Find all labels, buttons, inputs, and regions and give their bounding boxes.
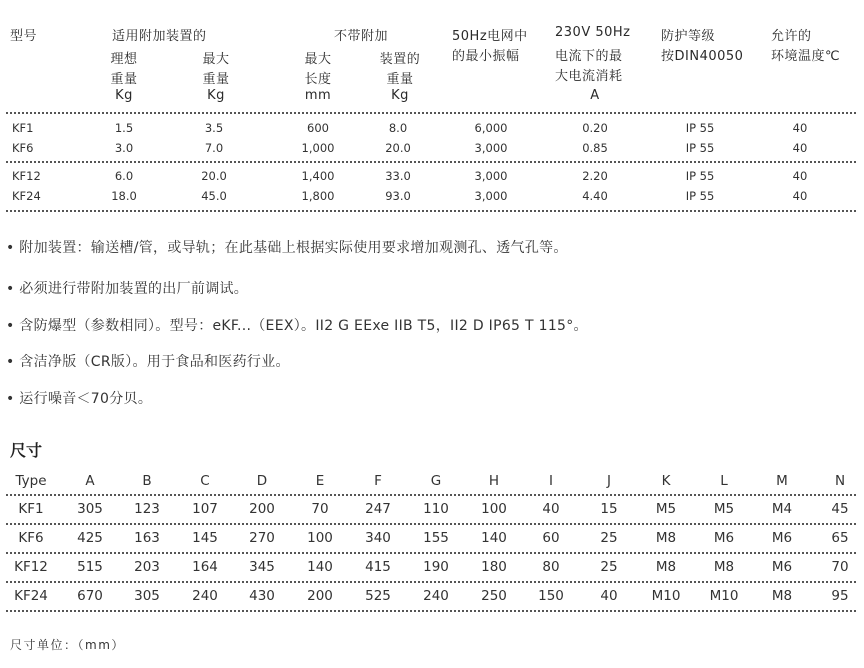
dim-value-cell: 180 bbox=[481, 559, 507, 575]
dim-header-cell: D bbox=[256, 473, 268, 489]
spec-cell: IP 55 bbox=[685, 141, 715, 155]
spec-cell: 3.0 bbox=[114, 141, 134, 155]
header-protection-line: 防护等级 bbox=[661, 29, 716, 44]
dim-value-cell: 305 bbox=[134, 588, 160, 604]
header-device-weight-line: Kg bbox=[391, 88, 409, 103]
dim-header-cell: J bbox=[607, 473, 611, 489]
dim-divider bbox=[6, 552, 856, 554]
spec-cell: 0.85 bbox=[582, 141, 608, 155]
dim-value-cell: 110 bbox=[423, 501, 449, 517]
dim-divider bbox=[6, 610, 856, 612]
dim-value-cell: 430 bbox=[249, 588, 275, 604]
spec-divider bbox=[6, 112, 856, 114]
spec-divider bbox=[6, 161, 856, 163]
dim-value-cell: M10 bbox=[651, 588, 681, 604]
header-max-length-line: mm bbox=[304, 88, 332, 103]
dim-value-cell: M5 bbox=[713, 501, 735, 517]
dim-header-cell: C bbox=[200, 473, 210, 489]
dim-value-cell: 145 bbox=[192, 530, 218, 546]
header-protection-line: 按DIN40050 bbox=[661, 49, 744, 64]
spec-cell: 7.0 bbox=[204, 141, 224, 155]
dim-value-cell: M10 bbox=[709, 588, 739, 604]
dim-type-cell: KF24 bbox=[14, 588, 48, 604]
dim-value-cell: 415 bbox=[365, 559, 391, 575]
spec-cell: 3,000 bbox=[474, 169, 508, 183]
dim-header-cell: K bbox=[661, 473, 671, 489]
header-with-attachment: 适用附加装置的 bbox=[112, 29, 207, 44]
dim-value-cell: 25 bbox=[600, 530, 618, 546]
dim-value-cell: 123 bbox=[134, 501, 160, 517]
dim-value-cell: M8 bbox=[771, 588, 793, 604]
header-ideal-weight-line: 重量 bbox=[110, 72, 138, 87]
dim-header-cell: Type bbox=[15, 473, 47, 489]
dim-value-cell: 40 bbox=[542, 501, 560, 517]
spec-cell: 6.0 bbox=[114, 169, 134, 183]
dim-value-cell: 164 bbox=[192, 559, 218, 575]
dim-divider bbox=[6, 494, 856, 496]
header-model: 型号 bbox=[10, 29, 38, 44]
spec-cell: 1,800 bbox=[301, 189, 335, 203]
model-cell: KF1 bbox=[12, 121, 34, 135]
spec-cell: 40 bbox=[792, 121, 808, 135]
dim-value-cell: M6 bbox=[771, 559, 793, 575]
dim-value-cell: 95 bbox=[831, 588, 849, 604]
dim-value-cell: 70 bbox=[831, 559, 849, 575]
dim-value-cell: 15 bbox=[600, 501, 618, 517]
spec-cell: 1,400 bbox=[301, 169, 335, 183]
dim-value-cell: 80 bbox=[542, 559, 560, 575]
header-max-current-line: 230V 50Hz bbox=[555, 25, 631, 40]
dim-value-cell: 155 bbox=[423, 530, 449, 546]
spec-cell: 4.40 bbox=[582, 189, 608, 203]
dim-header-cell: H bbox=[488, 473, 500, 489]
dim-value-cell: M8 bbox=[713, 559, 735, 575]
dim-header-cell: I bbox=[549, 473, 553, 489]
dim-value-cell: 60 bbox=[542, 530, 560, 546]
dim-value-cell: 203 bbox=[134, 559, 160, 575]
dim-header-cell: E bbox=[315, 473, 325, 489]
spec-cell: 0.20 bbox=[582, 121, 608, 135]
header-max-weight-line: Kg bbox=[207, 88, 225, 103]
dimensions-title: 尺寸 bbox=[10, 441, 43, 460]
dim-value-cell: 65 bbox=[831, 530, 849, 546]
dim-header-cell: N bbox=[834, 473, 846, 489]
dim-value-cell: 140 bbox=[307, 559, 333, 575]
dim-value-cell: 240 bbox=[192, 588, 218, 604]
spec-cell: 20.0 bbox=[385, 141, 411, 155]
header-min-amplitude-line: 50Hz电网中 bbox=[452, 29, 528, 44]
header-device-weight-line: 重量 bbox=[386, 72, 414, 87]
dim-value-cell: M6 bbox=[713, 530, 735, 546]
dim-value-cell: 25 bbox=[600, 559, 618, 575]
spec-cell: IP 55 bbox=[685, 121, 715, 135]
dim-value-cell: 515 bbox=[77, 559, 103, 575]
spec-cell: 1,000 bbox=[301, 141, 335, 155]
dim-value-cell: M6 bbox=[771, 530, 793, 546]
spec-cell: 45.0 bbox=[201, 189, 227, 203]
model-cell: KF6 bbox=[12, 141, 34, 155]
note-item: • 含洁净版（CR版）。用于食品和医药行业。 bbox=[6, 354, 290, 370]
dim-header-cell: L bbox=[720, 473, 728, 489]
header-max-current-line: 电流下的最 bbox=[555, 49, 623, 64]
dim-value-cell: 190 bbox=[423, 559, 449, 575]
dim-value-cell: 345 bbox=[249, 559, 275, 575]
spec-cell: 3,000 bbox=[474, 189, 508, 203]
header-max-length-line: 长度 bbox=[304, 72, 332, 87]
spec-cell: 40 bbox=[792, 141, 808, 155]
dim-value-cell: 250 bbox=[481, 588, 507, 604]
header-min-amplitude-line: 的最小振幅 bbox=[452, 49, 520, 64]
header-ideal-weight-line: Kg bbox=[115, 88, 133, 103]
header-ambient-temp-line: 环境温度℃ bbox=[771, 49, 841, 64]
spec-cell: 8.0 bbox=[388, 121, 408, 135]
dim-value-cell: 200 bbox=[249, 501, 275, 517]
header-without-attachment: 不带附加 bbox=[334, 29, 389, 44]
spec-cell: 20.0 bbox=[201, 169, 227, 183]
note-item: • 附加装置：输送槽/管，或导轨；在此基础上根据实际使用要求增加观测孔、透气孔等。 bbox=[6, 240, 568, 256]
header-max-weight-line: 最大 bbox=[202, 52, 230, 67]
spec-cell: IP 55 bbox=[685, 189, 715, 203]
header-max-length-line: 最大 bbox=[304, 52, 332, 67]
dim-value-cell: M4 bbox=[771, 501, 793, 517]
dim-value-cell: 200 bbox=[307, 588, 333, 604]
dim-value-cell: 305 bbox=[77, 501, 103, 517]
spec-cell: 1.5 bbox=[114, 121, 134, 135]
dim-header-cell: A bbox=[85, 473, 95, 489]
spec-cell: 3,000 bbox=[474, 141, 508, 155]
dim-divider bbox=[6, 581, 856, 583]
spec-cell: IP 55 bbox=[685, 169, 715, 183]
spec-cell: 40 bbox=[792, 169, 808, 183]
dim-value-cell: 100 bbox=[307, 530, 333, 546]
dim-value-cell: M5 bbox=[655, 501, 677, 517]
dim-value-cell: 40 bbox=[600, 588, 618, 604]
dim-value-cell: 525 bbox=[365, 588, 391, 604]
dim-header-cell: B bbox=[142, 473, 152, 489]
dim-value-cell: 70 bbox=[311, 501, 329, 517]
dim-type-cell: KF12 bbox=[14, 559, 48, 575]
dim-value-cell: 150 bbox=[538, 588, 564, 604]
dim-divider bbox=[6, 523, 856, 525]
spec-cell: 2.20 bbox=[582, 169, 608, 183]
dim-type-cell: KF6 bbox=[18, 530, 44, 546]
dim-type-cell: KF1 bbox=[18, 501, 44, 517]
note-item: • 运行噪音＜70分贝。 bbox=[6, 391, 153, 407]
spec-cell: 18.0 bbox=[111, 189, 137, 203]
dim-header-cell: G bbox=[430, 473, 442, 489]
dim-value-cell: 45 bbox=[831, 501, 849, 517]
dim-value-cell: 340 bbox=[365, 530, 391, 546]
spec-cell: 33.0 bbox=[385, 169, 411, 183]
dim-header-cell: F bbox=[374, 473, 382, 489]
dim-header-cell: M bbox=[776, 473, 788, 489]
header-max-weight-line: 重量 bbox=[202, 72, 230, 87]
spec-cell: 93.0 bbox=[385, 189, 411, 203]
spec-cell: 600 bbox=[307, 121, 329, 135]
header-ideal-weight-line: 理想 bbox=[110, 52, 138, 67]
spec-divider bbox=[6, 210, 856, 212]
model-cell: KF24 bbox=[12, 189, 41, 203]
header-max-current-unit: A bbox=[590, 88, 600, 103]
note-item: • 含防爆型（参数相同）。型号：eKF...（EEX）。II2 G EExe IIB T5，II2 D IP65 T 115°。 bbox=[6, 318, 588, 334]
dim-value-cell: M8 bbox=[655, 559, 677, 575]
header-max-current-line: 大电流消耗 bbox=[555, 69, 623, 84]
spec-cell: 6,000 bbox=[474, 121, 508, 135]
dim-value-cell: 247 bbox=[365, 501, 391, 517]
dim-value-cell: 140 bbox=[481, 530, 507, 546]
dim-value-cell: 670 bbox=[77, 588, 103, 604]
dim-value-cell: 100 bbox=[481, 501, 507, 517]
note-item: • 必须进行带附加装置的出厂前调试。 bbox=[6, 281, 249, 297]
dim-value-cell: 425 bbox=[77, 530, 103, 546]
header-device-weight-line: 装置的 bbox=[379, 52, 421, 67]
dim-value-cell: 163 bbox=[134, 530, 160, 546]
dim-value-cell: 240 bbox=[423, 588, 449, 604]
model-cell: KF12 bbox=[12, 169, 41, 183]
dim-value-cell: 270 bbox=[249, 530, 275, 546]
header-ambient-temp-line: 允许的 bbox=[771, 29, 812, 44]
spec-cell: 3.5 bbox=[204, 121, 224, 135]
spec-cell: 40 bbox=[792, 189, 808, 203]
unit-note: 尺寸单位：（mm） bbox=[10, 638, 125, 652]
dim-value-cell: 107 bbox=[192, 501, 218, 517]
dim-value-cell: M8 bbox=[655, 530, 677, 546]
